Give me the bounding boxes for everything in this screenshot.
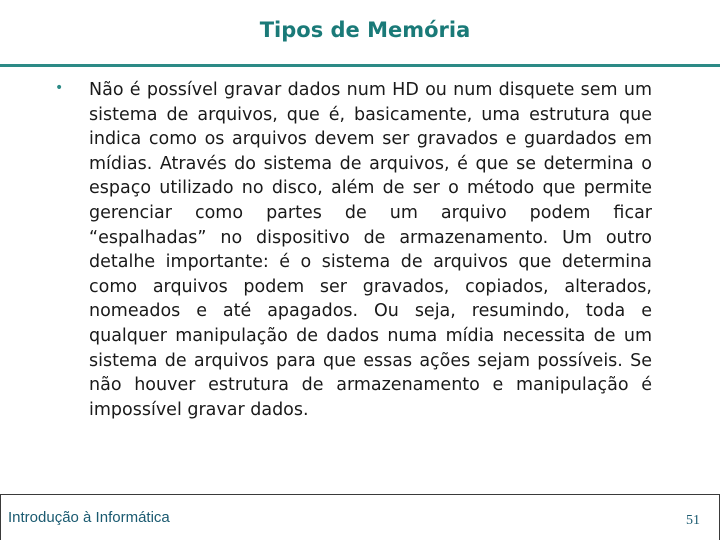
bullet-marker: • (55, 80, 64, 96)
slide-title: Tipos de Memória (259, 18, 471, 42)
footer-border-left (0, 494, 1, 540)
bullet-paragraph: Não é possível gravar dados num HD ou num disquete sem um sistema de arquivos, que é, basicamente, uma estrutura que indica como os arquivos devem ser gravados e guardados em mídias. Através do sistema de arquivos, é que se determina o espaço utilizado no disco, além de ser o método que permite gerenciar como partes de um arquivo podem ficar “espalhadas” no dispositivo de armazenamento. Um outro detalhe importante: é o sistema de arquivos que determina como arquivos podem ser gravados, copiados, alterados, nomeados e até apagados. Ou seja, resumindo, toda e qualquer manipulação de dados numa mídia necessita de um sistema de arquivos para que essas ações sejam possíveis. Se não houver estrutura de armazenamento e manipulação é impossível gravar dados. (89, 80, 652, 420)
footer-divider (0, 494, 720, 495)
footer-course-title: Introdução à Informática (8, 509, 170, 526)
title-divider (0, 64, 720, 67)
page-number: 51 (686, 513, 700, 528)
